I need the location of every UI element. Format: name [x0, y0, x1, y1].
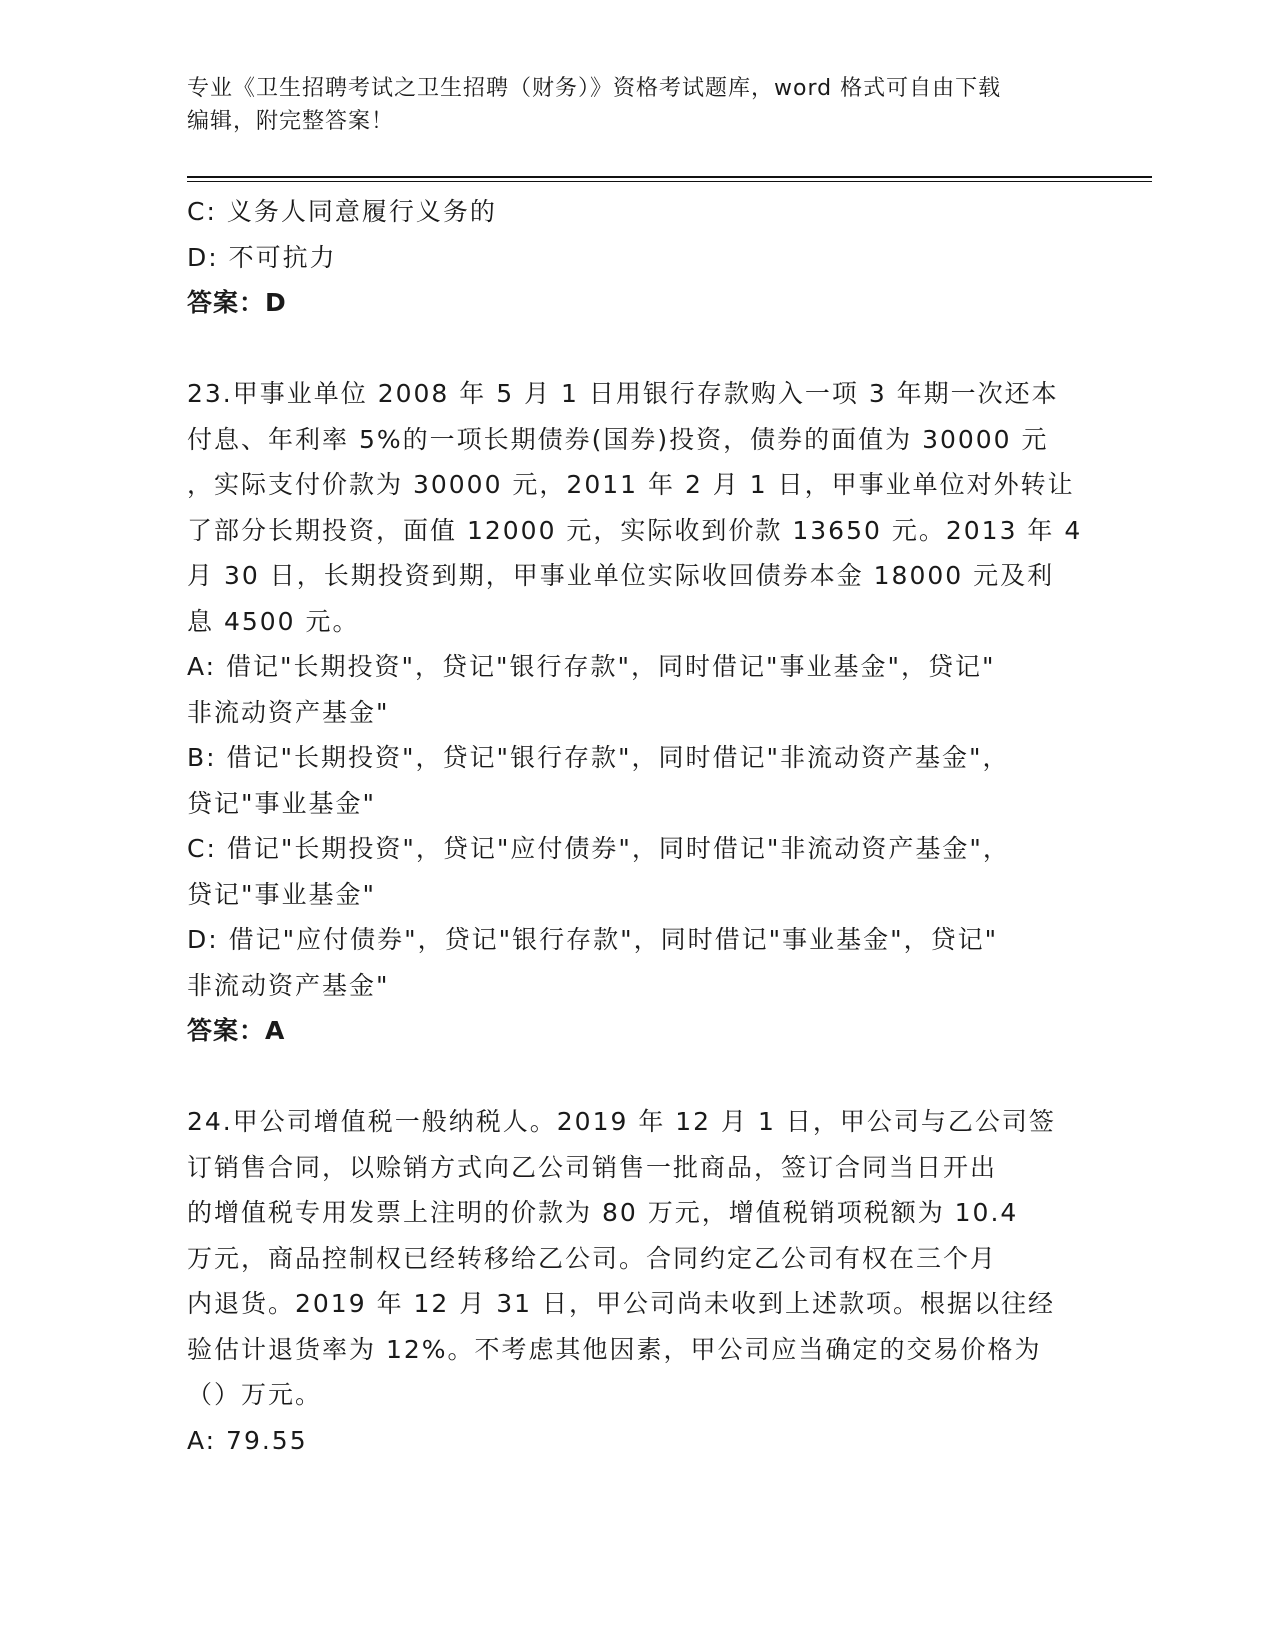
- option-a: [187, 644, 1087, 735]
- option-line: 贷记"事业基金": [187, 879, 376, 909]
- option-c: C: 义务人同意履行义务的: [187, 197, 497, 226]
- stem-line: 万元，商品控制权已经转移给乙公司。合同约定乙公司有权在三个月: [187, 1243, 998, 1273]
- stem-line: 订销售合同，以赊销方式向乙公司销售一批商品，签订合同当日开出: [187, 1152, 998, 1182]
- option-line: A: 借记"长期投资"，贷记"银行存款"，同时借记"事业基金"，贷记": [187, 652, 996, 681]
- stem-line: 付息、年利率 5%的一项长期债券(国券)投资，债券的面值为 30000 元: [187, 424, 1049, 454]
- option-d: D: 不可抗力: [187, 242, 337, 272]
- stem-line: 24.甲公司增值税一般纳税人。2019 年 12 月 1 日，甲公司与乙公司签: [187, 1107, 1056, 1136]
- stem-line: 了部分长期投资，面值 12000 元，实际收到价款 13650 元。2013 年 4: [187, 515, 1083, 545]
- question-stem: [187, 1099, 1087, 1418]
- question-23: [187, 371, 1087, 1054]
- option-line: 非流动资产基金": [187, 697, 390, 727]
- question-22-tail: [187, 189, 1087, 326]
- stem-line: 23.甲事业单位 2008 年 5 月 1 日用银行存款购入一项 3 年期一次还本: [187, 379, 1059, 408]
- stem-line: 的增值税专用发票上注明的价款为 80 万元，增值税销项税额为 10.4: [187, 1198, 1019, 1227]
- option-line: B: 借记"长期投资"，贷记"银行存款"，同时借记"非流动资产基金"，: [187, 743, 1010, 772]
- header-divider-thin: [187, 181, 1152, 182]
- stem-line: 内退货。2019 年 12 月 31 日，甲公司尚未收到上述款项。根据以往经: [187, 1289, 1055, 1318]
- header-line: 编辑，附完整答案！: [187, 109, 395, 134]
- question-stem: [187, 371, 1087, 644]
- stem-line: ，实际支付价款为 30000 元，2011 年 2 月 1 日，甲事业单位对外转让: [187, 470, 1075, 499]
- option-line: C: 借记"长期投资"，贷记"应付债券"，同时借记"非流动资产基金"，: [187, 834, 1010, 863]
- spacer: [187, 1054, 1087, 1100]
- stem-line: 息 4500 元。: [187, 606, 360, 636]
- answer-line: 答案：A: [187, 1016, 286, 1045]
- document-body: [187, 189, 1087, 1463]
- header-line: 专业《卫生招聘考试之卫生招聘（财务）》资格考试题库，word 格式可自由下载: [187, 76, 1002, 101]
- stem-line: 验估计退货率为 12%。不考虑其他因素，甲公司应当确定的交易价格为: [187, 1334, 1042, 1364]
- spacer: [187, 326, 1087, 372]
- page-header: [187, 72, 1087, 138]
- option-a: A: 79.55: [187, 1425, 308, 1455]
- header-divider: [187, 176, 1152, 178]
- option-b: [187, 735, 1087, 826]
- option-line: 贷记"事业基金": [187, 788, 376, 818]
- option-line: D: 借记"应付债券"，贷记"银行存款"，同时借记"事业基金"，贷记": [187, 925, 999, 954]
- option-d: [187, 917, 1087, 1008]
- stem-line: （）万元。: [187, 1380, 323, 1409]
- answer-line: 答案：D: [187, 288, 287, 317]
- option-c: [187, 826, 1087, 917]
- question-24: [187, 1099, 1087, 1463]
- option-line: 非流动资产基金": [187, 970, 390, 1000]
- stem-line: 月 30 日，长期投资到期，甲事业单位实际收回债券本金 18000 元及利: [187, 561, 1055, 590]
